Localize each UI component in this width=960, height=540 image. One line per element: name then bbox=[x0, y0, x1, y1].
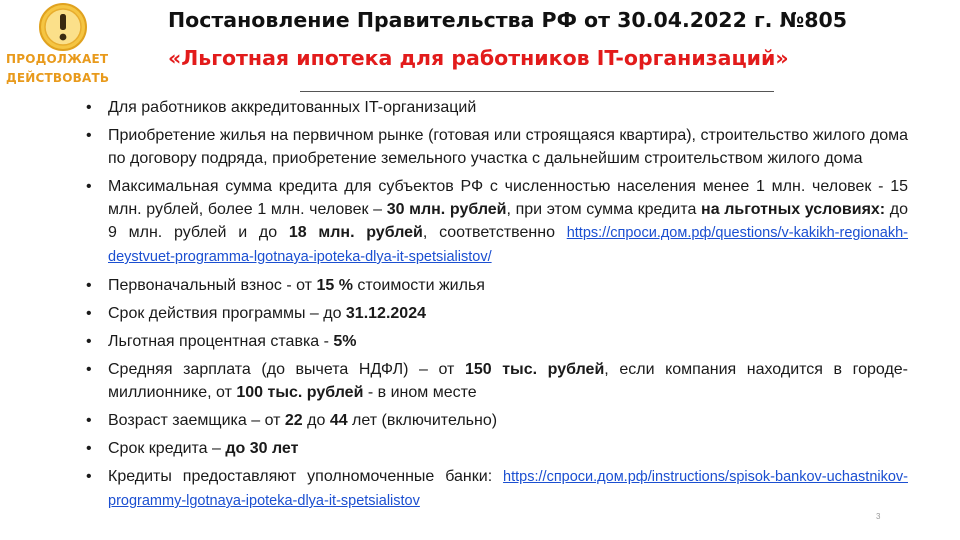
bullet-item-loan-term: • Срок кредита – до 30 лет bbox=[72, 437, 908, 460]
bullet-item-max-loan: • Максимальная сумма кредита для субъектов РФ с численностью населения менее 1 млн. человек - 15 млн. рублей, более 1 млн. человек – 30 млн. рублей, при этом сумма кредита на льготных условиях: до 9 млн. рублей и до 18 млн. рублей, соответственно https://спроси.дом.рф/questions/v-kakikh-regionakh-deystvuet-programma-lgotnaya-ipoteka-dlya-it-spetsialistov/ bbox=[72, 175, 908, 269]
page-subtitle: «Льготная ипотека для работников IT-организаций» bbox=[168, 46, 789, 70]
bullet-item-purpose: • Приобретение жилья на первичном рынке (готовая или строящаяся квартира), строительство жилого дома по договору подряда, приобретение земельного участка с дальнейшим строительством жилого дома bbox=[72, 124, 908, 170]
bullet-item-salary: • Средняя зарплата (до вычета НДФЛ) – от 150 тыс. рублей, если компания находится в городе-миллионнике, от 100 тыс. рублей - в ином месте bbox=[72, 358, 908, 404]
bullet-list bbox=[72, 96, 908, 518]
bullet-item-down-payment: • Первоначальный взнос - от 15 % стоимости жилья bbox=[72, 274, 908, 297]
banks-list-link[interactable]: https://спроси.дом.рф/instructions/spisok-bankov-uchastnikov-programmy-lgotnaya-ipoteka-dlya-it-spetsialistov bbox=[108, 469, 908, 509]
status-badge-line1: ПРОДОЛЖАЕТ bbox=[6, 52, 109, 66]
status-badge bbox=[6, 50, 126, 88]
slide-number: 3 bbox=[876, 512, 881, 521]
title-divider bbox=[300, 91, 774, 92]
bullet-item-banks: • Кредиты предоставляют уполномоченные банки: https://спроси.дом.рф/instructions/spisok-bankov-uchastnikov-programmy-lgotnaya-ipoteka-dlya-it-spetsialistov bbox=[72, 465, 908, 513]
exclamation-circle-icon bbox=[38, 2, 88, 52]
status-badge-line2: ДЕЙСТВОВАТЬ bbox=[6, 71, 110, 85]
bullet-item-borrower-age: • Возраст заемщика – от 22 до 44 лет (включительно) bbox=[72, 409, 908, 432]
page-title: Постановление Правительства РФ от 30.04.2022 г. №805 bbox=[168, 8, 848, 32]
bullet-item-eligibility: • Для работников аккредитованных IT-организаций bbox=[72, 96, 908, 119]
bullet-item-program-term: • Срок действия программы – до 31.12.2024 bbox=[72, 302, 908, 325]
regions-link[interactable]: https://спроси.дом.рф/questions/v-kakikh-regionakh-deystvuet-programma-lgotnaya-ipoteka-dlya-it-spetsialistov/ bbox=[108, 225, 909, 265]
bullet-item-interest-rate: • Льготная процентная ставка - 5% bbox=[72, 330, 908, 353]
